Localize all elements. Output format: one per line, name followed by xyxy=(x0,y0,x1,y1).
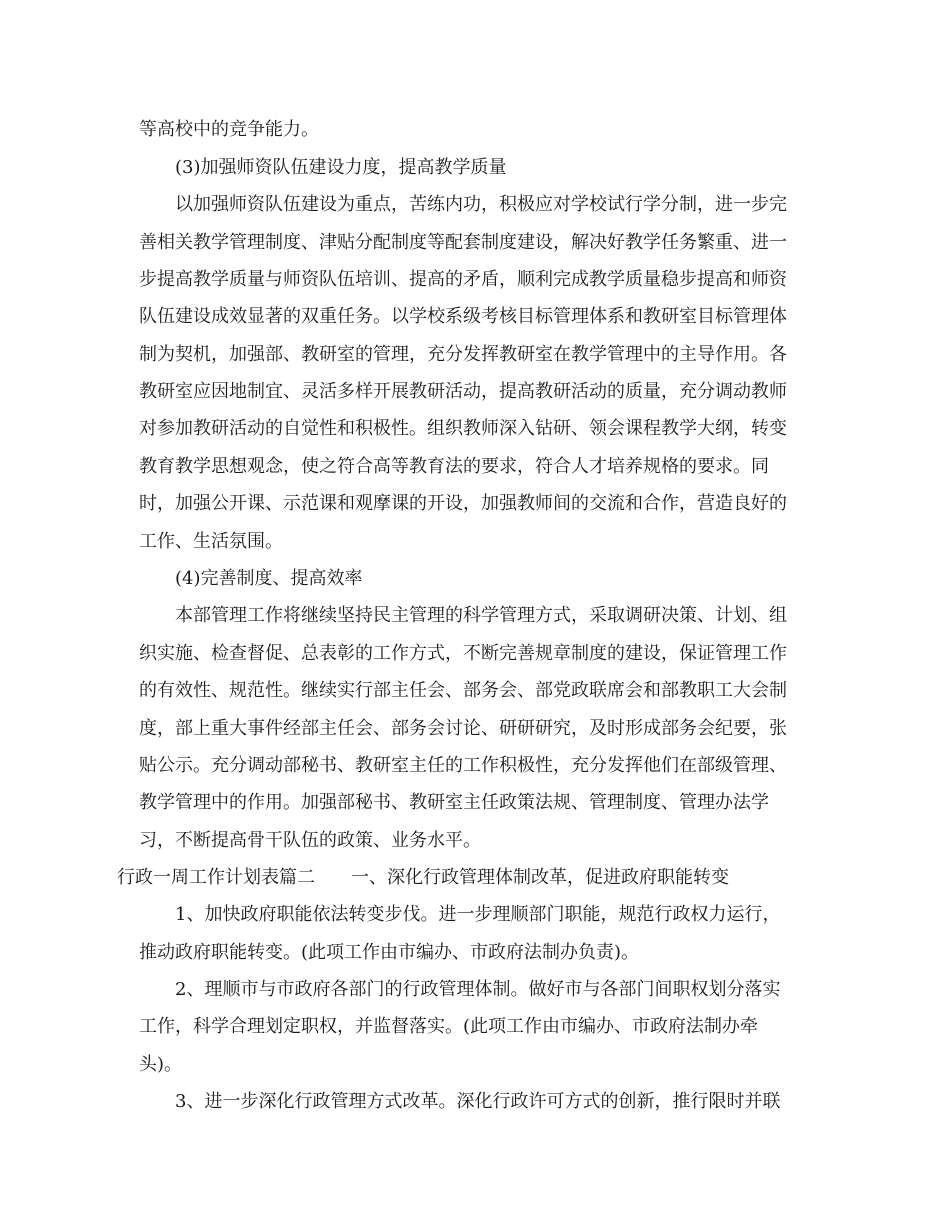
paragraph-line: 制为契机，加强部、教研室的管理，充分发挥教研室在教学管理中的主导作用。各 xyxy=(139,344,787,365)
paragraph-line: 对参加教研活动的自觉性和积极性。组织教师深入钻研、领会课程教学大纲，转变 xyxy=(139,418,787,439)
article-title-line: 行政一周工作计划表篇二 一、深化行政管理体制改革，促进政府职能转变 xyxy=(117,867,729,888)
section-heading: (3)加强师资队伍建设力度，提高教学质量 xyxy=(175,157,507,178)
paragraph-line: 队伍建设成效显著的双重任务。以学校系级考核目标管理体系和教研室目标管理体 xyxy=(139,306,787,327)
list-item: 3、进一步深化行政管理方式改革。深化行政许可方式的创新，推行限时并联 xyxy=(175,1091,781,1112)
paragraph-line: 步提高教学质量与师资队伍培训、提高的矛盾，顺利完成教学质量稳步提高和师资 xyxy=(139,269,787,290)
paragraph-line: 教学管理中的作用。加强部秘书、教研室主任政策法规、管理制度、管理办法学 xyxy=(139,792,769,813)
list-item: 2、理顺市与市政府各部门的行政管理体制。做好市与各部门间职权划分落实 xyxy=(175,979,781,1000)
paragraph-line: 织实施、检查督促、总表彰的工作方式，不断完善规章制度的建设，保证管理工作 xyxy=(139,643,787,664)
paragraph-line: 善相关教学管理制度、津贴分配制度等配套制度建设，解决好教学任务繁重、进一 xyxy=(139,232,787,253)
paragraph-line: 推动政府职能转变。(此项工作由市编办、市政府法制办负责)。 xyxy=(139,942,640,963)
paragraph-line: 本部管理工作将继续坚持民主管理的科学管理方式，采取调研决策、计划、组 xyxy=(175,605,787,626)
paragraph-line: 工作、生活氛围。 xyxy=(139,531,283,552)
paragraph-line: 教研室应因地制宜、灵活多样开展教研活动，提高教研活动的质量，充分调动教师 xyxy=(139,381,787,402)
paragraph-line: 头)。 xyxy=(139,1054,183,1075)
paragraph-line: 度，部上重大事件经部主任会、部务会讨论、研研研究，及时形成部务会纪要，张 xyxy=(139,718,787,739)
list-item: 1、加快政府职能依法转变步伐。进一步理顺部门职能，规范行政权力运行， xyxy=(175,904,781,925)
paragraph-line: 等高校中的竞争能力。 xyxy=(139,119,319,140)
paragraph-line: 习，不断提高骨干队伍的政策、业务水平。 xyxy=(139,830,481,851)
paragraph-line: 时，加强公开课、示范课和观摩课的开设，加强教师间的交流和合作，营造良好的 xyxy=(139,493,787,514)
paragraph-line: 贴公示。充分调动部秘书、教研室主任的工作积极性，充分发挥他们在部级管理、 xyxy=(139,755,787,776)
section-heading: (4)完善制度、提高效率 xyxy=(175,568,363,589)
paragraph-line: 教育教学思想观念，使之符合高等教育法的要求，符合人才培养规格的要求。同 xyxy=(139,456,769,477)
paragraph-line: 工作，科学合理划定职权，并监督落实。(此项工作由市编办、市政府法制办牵 xyxy=(139,1016,759,1037)
paragraph-line: 的有效性、规范性。继续实行部主任会、部务会、部党政联席会和部教职工大会制 xyxy=(139,680,787,701)
paragraph-line: 以加强师资队伍建设为重点，苦练内功，积极应对学校试行学分制，进一步完 xyxy=(175,194,787,215)
